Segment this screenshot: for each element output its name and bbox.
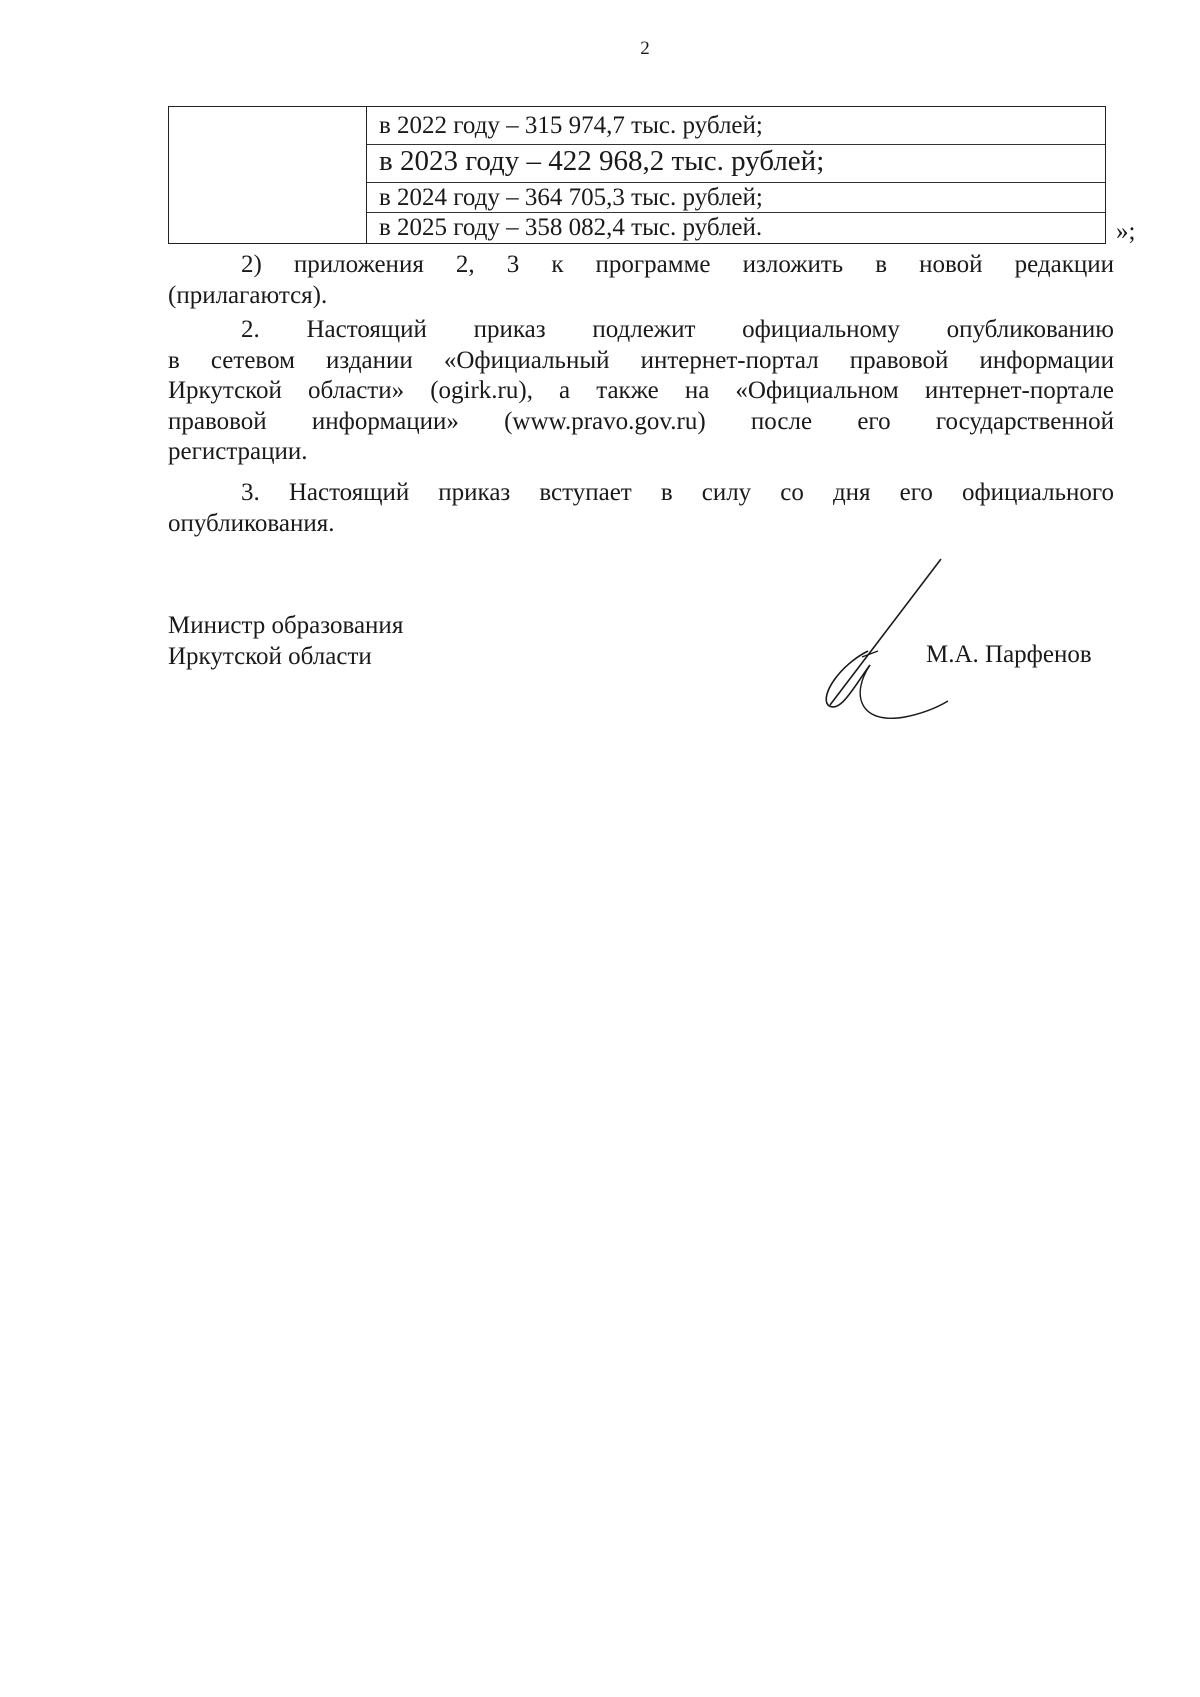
- funding-line-2022: в 2022 году – 315 974,7 тыс. рублей;: [379, 112, 763, 139]
- handwritten-signature-icon: [810, 555, 960, 725]
- paragraph-line: Иркутской области» (ogirk.ru), а также на «Официальном интернет-портале: [168, 377, 1114, 404]
- paragraph-appendices: [168, 250, 1114, 311]
- signatory-title-line: Иркутской области: [168, 643, 372, 670]
- funding-line-2023: в 2023 году – 422 968,2 тыс. рублей;: [379, 145, 825, 177]
- paragraph-line: 2. Настоящий приказ подлежит официальному опубликованию: [241, 316, 1114, 343]
- paragraph-line: 2) приложения 2, 3 к программе изложить в новой редакции: [241, 251, 1114, 278]
- paragraph-line: в сетевом издании «Официальный интернет-портал правовой информации: [168, 346, 1114, 374]
- paragraph-line: правовой информации» (www.pravo.gov.ru) после его государственной: [168, 407, 1114, 435]
- signatory-name: М.А. Парфенов: [926, 641, 1092, 668]
- funding-line-2025: в 2025 году – 358 082,4 тыс. рублей.: [379, 214, 763, 241]
- funding-row-divider: [367, 182, 1105, 183]
- paragraph-line: регистрации.: [168, 438, 308, 465]
- paragraph-line: 3. Настоящий приказ вступает в силу со дня его официального: [241, 479, 1114, 506]
- paragraph-publication: [168, 315, 1114, 468]
- funding-line-2024: в 2024 году – 364 705,3 тыс. рублей;: [379, 184, 763, 211]
- funding-table: [168, 106, 1106, 244]
- funding-row-divider: [367, 212, 1105, 213]
- paragraph-entry-into-force: [168, 478, 1114, 539]
- signatory-title: [168, 610, 403, 672]
- funding-table-values-cell: [367, 107, 1105, 243]
- funding-table-label-cell: [169, 107, 367, 243]
- signatory-title-line: Министр образования: [168, 612, 404, 639]
- page-number: 2: [640, 38, 650, 59]
- paragraph-line: опубликования.: [168, 509, 335, 537]
- closing-quote: »;: [1116, 218, 1136, 245]
- paragraph-line: (прилагаются).: [168, 281, 328, 309]
